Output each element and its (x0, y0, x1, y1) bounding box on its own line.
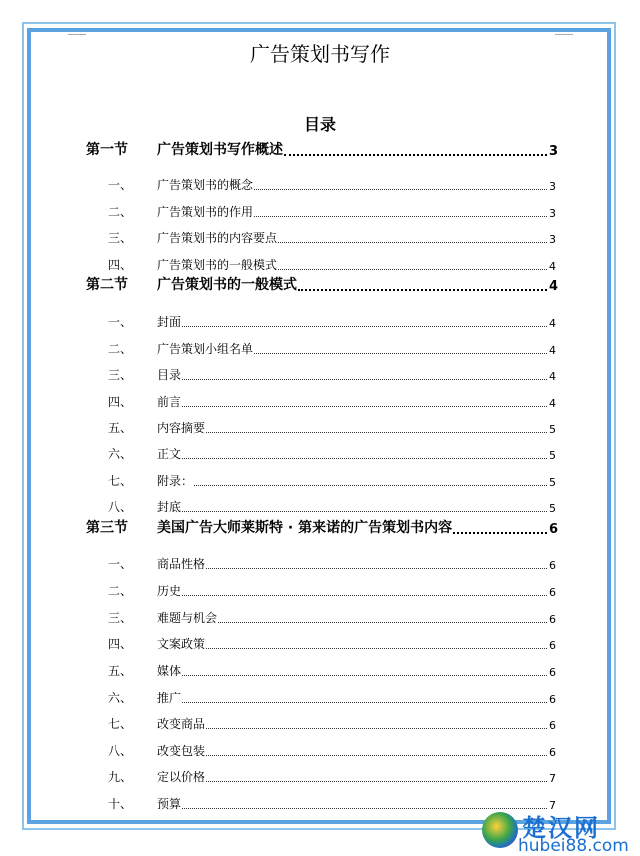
dot-leader (182, 511, 547, 512)
entry-label: 推广 (157, 691, 182, 705)
entry-label: 改变包装 (157, 744, 206, 758)
entry-page-number: 6 (549, 719, 556, 732)
entry-number: 八、 (108, 744, 133, 758)
toc-subentry[interactable] (0, 552, 640, 572)
toc-heading: 目录 (303, 115, 336, 134)
dot-leader (206, 755, 547, 756)
entry-label: 广告策划小组名单 (157, 342, 254, 356)
dot-leader (206, 568, 547, 569)
entry-number: 一、 (108, 557, 133, 571)
entry-label: 目录 (157, 368, 182, 382)
toc-subentry[interactable] (0, 659, 640, 679)
entry-number: 四、 (108, 637, 133, 651)
entry-number: 十、 (108, 797, 133, 811)
dot-leader (218, 622, 547, 623)
toc-subentry[interactable] (0, 469, 640, 489)
entry-page-number: 6 (549, 613, 556, 626)
entry-page-number: 6 (549, 586, 556, 599)
toc-subentry[interactable] (0, 337, 640, 357)
dot-leader (182, 326, 547, 327)
entry-label: 前言 (157, 395, 182, 409)
toc-subentry[interactable] (0, 173, 640, 193)
entry-number: 一、 (108, 178, 133, 192)
entry-page-number: 6 (549, 522, 559, 537)
entry-label: 封底 (157, 500, 182, 514)
entry-page-number: 4 (549, 344, 556, 357)
toc-subentry[interactable] (0, 765, 640, 785)
entry-number: 第二节 (86, 277, 128, 293)
entry-page-number: 6 (549, 693, 556, 706)
entry-number: 五、 (108, 421, 133, 435)
dot-leader (194, 485, 547, 486)
watermark-domain: hubei88.com (518, 836, 629, 856)
toc-subentry[interactable] (0, 442, 640, 462)
toc-subentry[interactable] (0, 390, 640, 410)
toc-section-entry[interactable] (0, 517, 640, 537)
toc-subentry[interactable] (0, 200, 640, 220)
entry-number: 第三节 (86, 520, 128, 536)
dot-leader (182, 379, 547, 380)
entry-number: 五、 (108, 664, 133, 678)
entry-label: 文案政策 (157, 637, 206, 651)
toc-subentry[interactable] (0, 579, 640, 599)
corner-mark (68, 34, 86, 35)
entry-page-number: 5 (549, 476, 556, 489)
toc-subentry[interactable] (0, 310, 640, 330)
entry-page-number: 5 (549, 423, 556, 436)
dot-leader (298, 289, 547, 291)
dot-leader (254, 189, 547, 190)
entry-page-number: 6 (549, 639, 556, 652)
entry-number: 第一节 (86, 142, 128, 158)
toc-subentry[interactable] (0, 686, 640, 706)
entry-page-number: 3 (549, 207, 556, 220)
entry-page-number: 4 (549, 260, 556, 273)
entry-number: 六、 (108, 691, 133, 705)
toc-subentry[interactable] (0, 606, 640, 626)
entry-number: 四、 (108, 258, 133, 272)
dot-leader (254, 353, 547, 354)
entry-label: 商品性格 (157, 557, 206, 571)
entry-number: 二、 (108, 205, 133, 219)
entry-page-number: 6 (549, 666, 556, 679)
toc-section-entry[interactable] (0, 139, 640, 159)
dot-leader (182, 675, 547, 676)
entry-label: 媒体 (157, 664, 182, 678)
toc-subentry[interactable] (0, 739, 640, 759)
entry-number: 三、 (108, 368, 133, 382)
entry-label: 广告策划书的内容要点 (157, 231, 278, 245)
entry-number: 一、 (108, 315, 133, 329)
dot-leader (453, 532, 547, 534)
entry-page-number: 4 (549, 370, 556, 383)
dot-leader (254, 216, 547, 217)
entry-number: 七、 (108, 474, 133, 488)
entry-number: 九、 (108, 770, 133, 784)
entry-label: 广告策划书的一般模式 (157, 277, 297, 293)
entry-number: 七、 (108, 717, 133, 731)
entry-page-number: 3 (549, 233, 556, 246)
entry-page-number: 7 (549, 799, 556, 812)
entry-label: 美国广告大师莱斯特 · 第来诺的广告策划书内容 (157, 520, 453, 536)
dot-leader (206, 728, 547, 729)
entry-page-number: 4 (549, 317, 556, 330)
dot-leader (182, 702, 547, 703)
dot-leader (278, 269, 547, 270)
entry-page-number: 6 (549, 746, 556, 759)
dot-leader (278, 242, 547, 243)
toc-subentry[interactable] (0, 416, 640, 436)
entry-page-number: 4 (549, 279, 559, 294)
toc-subentry[interactable] (0, 712, 640, 732)
toc-subentry[interactable] (0, 495, 640, 515)
entry-label: 广告策划书的概念 (157, 178, 254, 192)
entry-label: 历史 (157, 584, 182, 598)
entry-label: 附录： (157, 474, 194, 488)
entry-label: 广告策划书写作概述 (157, 142, 283, 158)
entry-label: 广告策划书的作用 (157, 205, 254, 219)
entry-label: 内容摘要 (157, 421, 206, 435)
entry-label: 定以价格 (157, 770, 206, 784)
entry-page-number: 5 (549, 449, 556, 462)
entry-number: 四、 (108, 395, 133, 409)
entry-number: 二、 (108, 584, 133, 598)
entry-label: 正文 (157, 447, 182, 461)
watermark-logo (480, 808, 640, 856)
entry-page-number: 3 (549, 180, 556, 193)
corner-mark (555, 34, 573, 35)
toc-subentry[interactable] (0, 632, 640, 652)
document-title: 广告策划书写作 (250, 42, 390, 66)
toc-section-entry[interactable] (0, 274, 640, 294)
entry-page-number: 3 (549, 144, 559, 159)
entry-page-number: 7 (549, 772, 556, 785)
entry-number: 三、 (108, 611, 133, 625)
toc-subentry[interactable] (0, 363, 640, 383)
dot-leader (206, 781, 547, 782)
entry-label: 预算 (157, 797, 182, 811)
globe-logo-icon (482, 812, 518, 848)
watermark-name: 楚汉网 (522, 814, 600, 842)
entry-number: 六、 (108, 447, 133, 461)
toc-subentry[interactable] (0, 253, 640, 273)
dot-leader (206, 432, 547, 433)
entry-label: 封面 (157, 315, 182, 329)
entry-number: 二、 (108, 342, 133, 356)
toc-subentry[interactable] (0, 226, 640, 246)
entry-label: 难题与机会 (157, 611, 218, 625)
entry-label: 改变商品 (157, 717, 206, 731)
entry-number: 八、 (108, 500, 133, 514)
dot-leader (182, 595, 547, 596)
entry-page-number: 5 (549, 502, 556, 515)
dot-leader (284, 154, 547, 156)
dot-leader (206, 648, 547, 649)
entry-page-number: 4 (549, 397, 556, 410)
entry-page-number: 6 (549, 559, 556, 572)
entry-number: 三、 (108, 231, 133, 245)
dot-leader (182, 458, 547, 459)
entry-label: 广告策划书的一般模式 (157, 258, 278, 272)
dot-leader (182, 406, 547, 407)
